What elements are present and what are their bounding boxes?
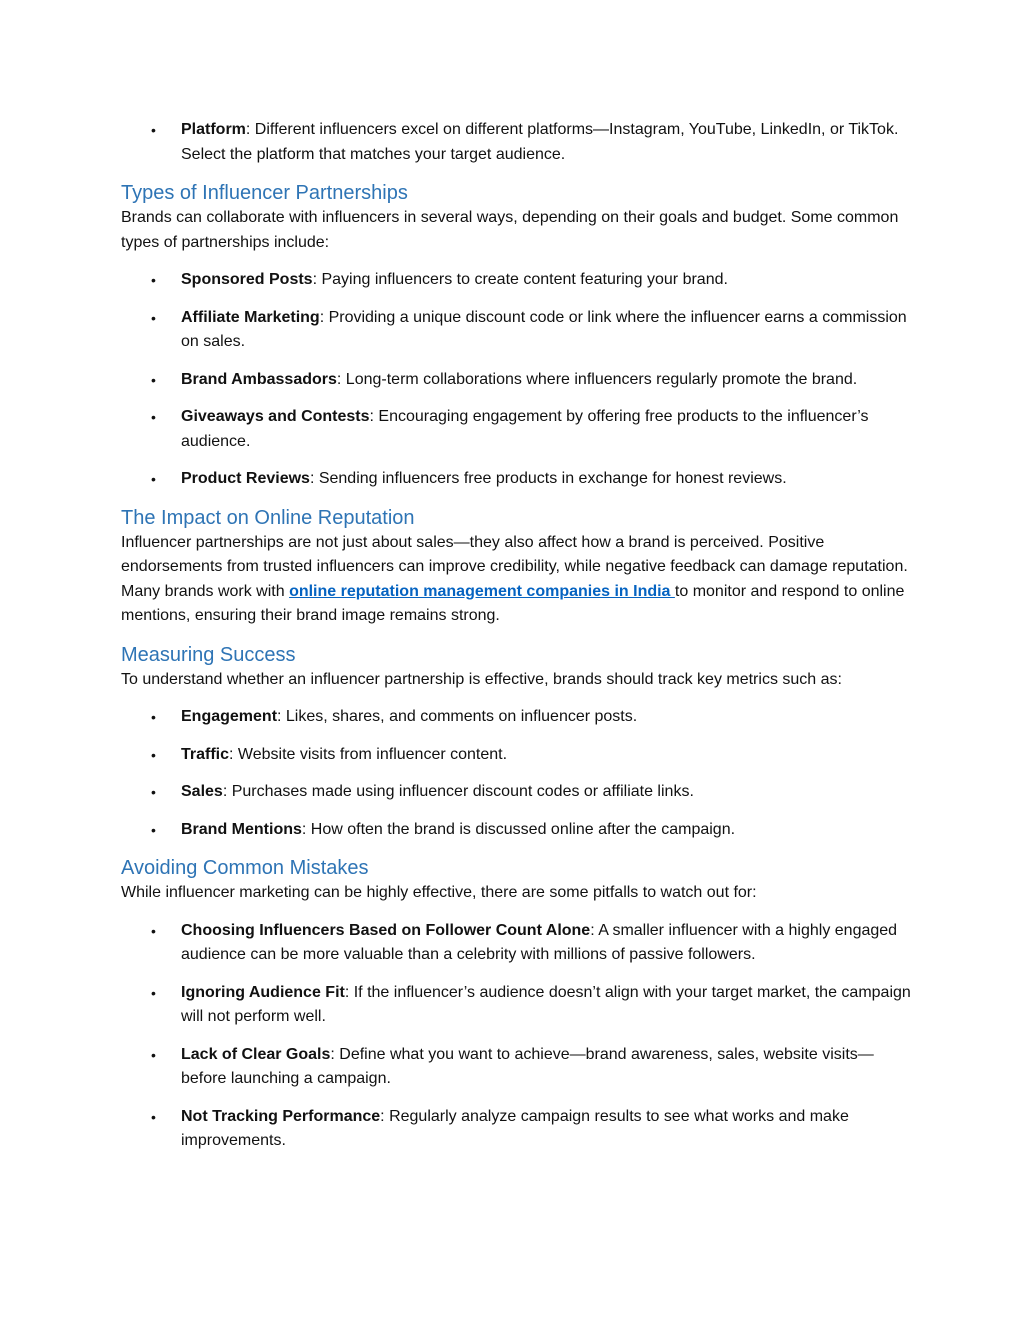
- list-item-term: Choosing Influencers Based on Follower Count Alone: [181, 921, 591, 939]
- bullet-icon: •: [151, 1108, 156, 1125]
- list-item-term: Giveaways and Contests: [181, 408, 370, 425]
- list-item-desc: : Purchases made using influencer discount codes or affiliate links.: [222, 783, 694, 800]
- bullet-icon: •: [151, 984, 156, 1001]
- list-item-term: Traffic: [181, 745, 230, 763]
- list-item: [121, 705, 911, 730]
- list-item-term: Product Reviews: [181, 470, 310, 487]
- list-item-term: Sponsored Posts: [181, 271, 313, 288]
- bullet-icon: •: [151, 784, 156, 800]
- list-item-term: Platform: [181, 121, 246, 138]
- section-heading-partnerships: Types of Influencer Partnerships: [121, 182, 408, 204]
- bullet-icon: •: [151, 746, 156, 763]
- bullet-icon: •: [151, 471, 156, 487]
- list-item-desc: : How often the brand is discussed online after the campaign.: [301, 820, 736, 838]
- measuring-list: [121, 705, 911, 842]
- bullet-icon: •: [151, 821, 156, 838]
- list-item-desc: : Sending influencers free products in exchange for honest reviews.: [309, 470, 787, 487]
- bullet-icon: •: [151, 409, 156, 425]
- list-item-desc: : Likes, shares, and comments on influencer posts.: [277, 708, 638, 725]
- list-item: [121, 780, 911, 805]
- list-item-desc: : Define what you want to achieve—brand awareness, sales, website visits—before launching a campaign.: [181, 1045, 874, 1087]
- section-heading-measuring: Measuring Success: [121, 643, 296, 666]
- list-item: [121, 405, 911, 454]
- bullet-icon: •: [151, 371, 156, 388]
- list-item-desc: : Providing a unique discount code or link where the influencer earns a commission on sales.: [181, 308, 907, 350]
- list-item-term: Brand Mentions: [181, 820, 302, 838]
- list-item-term: Brand Ambassadors: [181, 370, 337, 388]
- list-item: [121, 467, 911, 492]
- list-item: [121, 368, 911, 393]
- list-item: [121, 1105, 911, 1154]
- bullet-icon: •: [151, 922, 156, 939]
- list-item-desc: : Paying influencers to create content featuring your brand.: [312, 271, 728, 288]
- measuring-paragraph: To understand whether an influencer partnership is effective, brands should track key metrics such as:: [121, 670, 842, 688]
- reputation-paragraph: [121, 531, 911, 629]
- list-item-desc: : Long-term collaborations where influencers regularly promote the brand.: [336, 370, 858, 388]
- list-item-term: Engagement: [181, 708, 278, 725]
- list-item-term: Not Tracking Performance: [181, 1107, 381, 1125]
- bullet-icon: •: [151, 122, 156, 138]
- bullet-icon: •: [151, 1046, 156, 1063]
- bullet-icon: •: [151, 709, 156, 725]
- list-item: [121, 1043, 911, 1092]
- list-item: [121, 268, 911, 293]
- list-item-term: Affiliate Marketing: [181, 308, 320, 326]
- list-item: [121, 818, 911, 843]
- list-item-desc: : A smaller influencer with a highly engaged audience can be more valuable than a celebrity with millions of passive followers.: [181, 921, 898, 963]
- bullet-icon: •: [151, 309, 156, 326]
- reputation-text-before: Influencer partnerships are not just about sales—they also affect how a brand is perceived. Positive endorsements from trusted influencers can improve credibility, while negative feedback can damage reputation. Many brands work with: [121, 533, 908, 600]
- list-item-desc: : Regularly analyze campaign results to see what works and make improvements.: [181, 1107, 849, 1149]
- list-item-desc: : Website visits from influencer content.: [229, 745, 508, 763]
- list-item: [121, 306, 911, 355]
- list-item: [121, 743, 911, 768]
- list-item-desc: : If the influencer’s audience doesn’t align with your target market, the campaign will not perform well.: [181, 983, 911, 1025]
- list-item: [121, 118, 911, 167]
- document-page: [121, 118, 911, 1154]
- list-item-term: Ignoring Audience Fit: [181, 983, 345, 1001]
- bullet-icon: •: [151, 272, 156, 288]
- reputation-text-after: to monitor and respond to online mentions, ensuring their brand image remains strong.: [121, 582, 905, 624]
- intro-list: [121, 118, 911, 167]
- reputation-management-link[interactable]: online reputation management companies in India: [289, 582, 675, 600]
- list-item-term: Sales: [181, 783, 223, 800]
- section-heading-reputation: The Impact on Online Reputation: [121, 506, 415, 529]
- list-item-desc: : Different influencers excel on different platforms—Instagram, YouTube, LinkedIn, or TikTok. Select the platform that matches your target audience.: [181, 121, 899, 163]
- list-item-desc: : Encouraging engagement by offering free products to the influencer’s audience.: [181, 408, 869, 450]
- list-item-term: Lack of Clear Goals: [181, 1045, 331, 1063]
- list-item: [121, 919, 911, 968]
- section-heading-mistakes: Avoiding Common Mistakes: [121, 857, 369, 879]
- mistakes-paragraph: While influencer marketing can be highly effective, there are some pitfalls to watch out for:: [121, 884, 757, 901]
- mistakes-list: [121, 919, 911, 1154]
- partnerships-list: [121, 268, 911, 492]
- partnerships-paragraph: Brands can collaborate with influencers in several ways, depending on their goals and budget. Some common types of partnerships include:: [121, 209, 899, 251]
- list-item: [121, 981, 911, 1030]
